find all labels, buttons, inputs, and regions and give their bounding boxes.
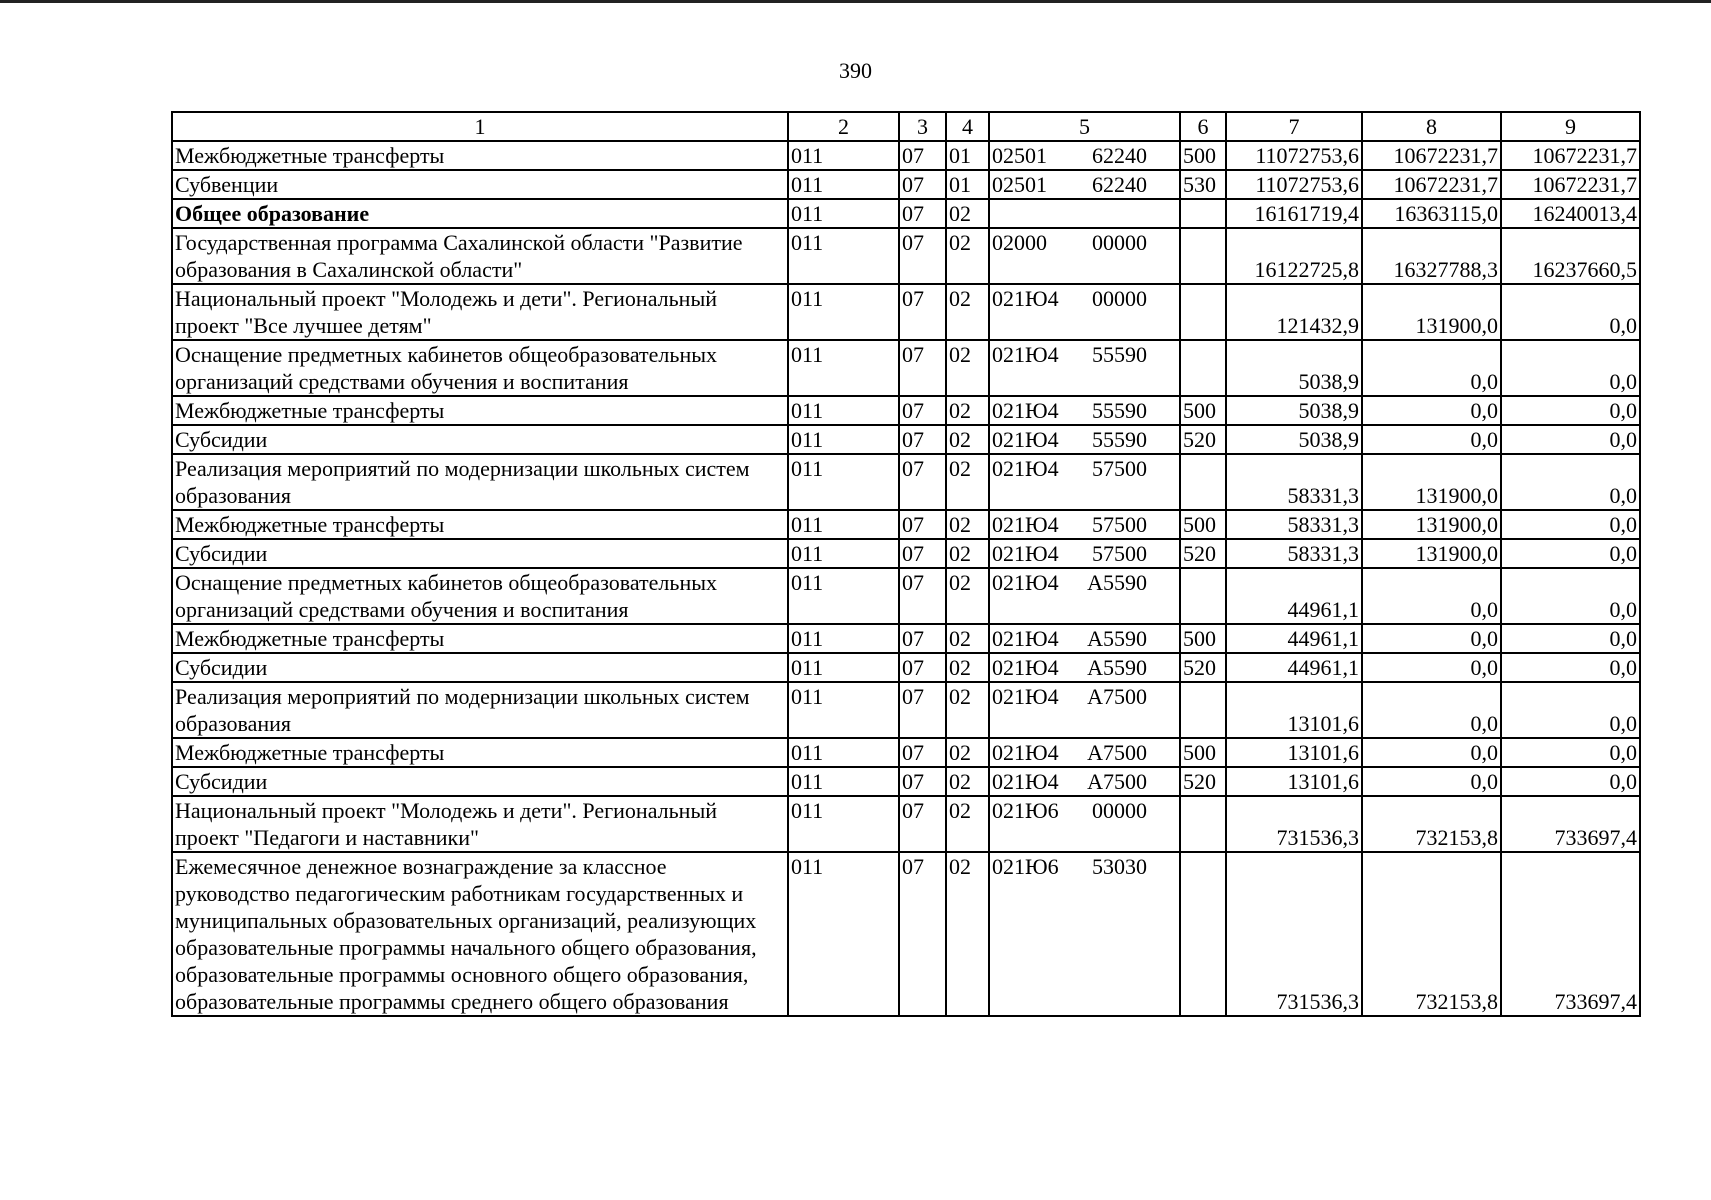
row-amount-col7: 16161719,4	[1226, 199, 1362, 228]
row-name: Межбюджетные трансферты	[172, 396, 788, 425]
target-article-direction: А5590	[1087, 626, 1147, 651]
target-article-direction: 00000	[1092, 798, 1147, 823]
row-subsection-code: 02	[946, 425, 989, 454]
target-article-program: 021Ю4	[992, 342, 1059, 367]
row-target-article	[989, 340, 1180, 396]
row-section-code: 07	[899, 852, 946, 1016]
row-name: Субсидии	[172, 425, 788, 454]
row-ministry-code: 011	[788, 653, 899, 682]
row-amount-col8: 16327788,3	[1362, 228, 1501, 284]
table-row	[172, 510, 1640, 539]
row-subsection-code: 01	[946, 170, 989, 199]
target-article-direction: 55590	[1092, 427, 1147, 452]
row-amount-col7: 5038,9	[1226, 396, 1362, 425]
row-section-code: 07	[899, 454, 946, 510]
row-ministry-code: 011	[788, 199, 899, 228]
row-target-article	[989, 284, 1180, 340]
row-subsection-code: 02	[946, 340, 989, 396]
target-article-program: 021Ю6	[992, 854, 1059, 879]
row-amount-col8: 732153,8	[1362, 796, 1501, 852]
scan-top-edge	[0, 0, 1711, 3]
row-target-article	[989, 568, 1180, 624]
row-amount-col8: 0,0	[1362, 767, 1501, 796]
row-amount-col7: 5038,9	[1226, 340, 1362, 396]
row-expense-type: 530	[1180, 170, 1226, 199]
col-header-7: 7	[1226, 112, 1362, 141]
row-section-code: 07	[899, 682, 946, 738]
row-expense-type	[1180, 682, 1226, 738]
row-amount-col8: 131900,0	[1362, 539, 1501, 568]
row-amount-col7: 44961,1	[1226, 653, 1362, 682]
row-subsection-code: 02	[946, 682, 989, 738]
table-row	[172, 568, 1640, 624]
row-expense-type: 500	[1180, 510, 1226, 539]
row-name: Межбюджетные трансферты	[172, 624, 788, 653]
table-row	[172, 539, 1640, 568]
row-section-code: 07	[899, 738, 946, 767]
row-amount-col7: 58331,3	[1226, 454, 1362, 510]
row-section-code: 07	[899, 653, 946, 682]
row-amount-col8: 10672231,7	[1362, 170, 1501, 199]
row-amount-col8: 131900,0	[1362, 510, 1501, 539]
table-row	[172, 170, 1640, 199]
target-article-program: 021Ю4	[992, 456, 1059, 481]
row-expense-type	[1180, 199, 1226, 228]
target-article-program: 021Ю4	[992, 286, 1059, 311]
row-amount-col9: 10672231,7	[1501, 141, 1640, 170]
row-amount-col7: 16122725,8	[1226, 228, 1362, 284]
table-row	[172, 396, 1640, 425]
row-expense-type	[1180, 228, 1226, 284]
table-row	[172, 228, 1640, 284]
table-row	[172, 682, 1640, 738]
row-section-code: 07	[899, 396, 946, 425]
row-amount-col7: 44961,1	[1226, 624, 1362, 653]
row-amount-col7: 44961,1	[1226, 568, 1362, 624]
target-article-program: 021Ю4	[992, 570, 1059, 595]
col-header-9: 9	[1501, 112, 1640, 141]
row-amount-col7: 13101,6	[1226, 738, 1362, 767]
row-amount-col7: 121432,9	[1226, 284, 1362, 340]
row-amount-col8: 0,0	[1362, 738, 1501, 767]
row-target-article	[989, 767, 1180, 796]
target-article-direction: А5590	[1087, 655, 1147, 680]
row-name: Субсидии	[172, 539, 788, 568]
row-subsection-code: 02	[946, 767, 989, 796]
row-subsection-code: 01	[946, 141, 989, 170]
row-ministry-code: 011	[788, 624, 899, 653]
row-amount-col7: 11072753,6	[1226, 141, 1362, 170]
target-article-program: 021Ю4	[992, 740, 1059, 765]
target-article-direction: 00000	[1092, 286, 1147, 311]
row-section-code: 07	[899, 624, 946, 653]
row-subsection-code: 02	[946, 738, 989, 767]
target-article-direction: 55590	[1092, 342, 1147, 367]
table-row	[172, 796, 1640, 852]
target-article-program: 02000	[992, 230, 1047, 255]
row-section-code: 07	[899, 170, 946, 199]
row-ministry-code: 011	[788, 767, 899, 796]
target-article-direction: А5590	[1087, 570, 1147, 595]
table-row	[172, 454, 1640, 510]
row-subsection-code: 02	[946, 510, 989, 539]
row-amount-col9: 0,0	[1501, 340, 1640, 396]
row-name: Реализация мероприятий по модернизации школьных систем образования	[172, 454, 788, 510]
row-amount-col7: 731536,3	[1226, 852, 1362, 1016]
row-name: Ежемесячное денежное вознаграждение за классное руководство педагогическим работникам государственных и муниципальных образовательных организаций, реализующих образовательные программы начального общего образования, образовательные программы основного общего образования, образовательные программы среднего общего образования	[172, 852, 788, 1016]
row-amount-col8: 0,0	[1362, 396, 1501, 425]
target-article-direction: 57500	[1092, 456, 1147, 481]
table-row	[172, 852, 1640, 1016]
row-ministry-code: 011	[788, 425, 899, 454]
row-subsection-code: 02	[946, 284, 989, 340]
row-amount-col7: 58331,3	[1226, 539, 1362, 568]
row-name: Субсидии	[172, 767, 788, 796]
row-amount-col8: 0,0	[1362, 425, 1501, 454]
row-ministry-code: 011	[788, 284, 899, 340]
row-ministry-code: 011	[788, 738, 899, 767]
row-amount-col9: 0,0	[1501, 653, 1640, 682]
table-row	[172, 340, 1640, 396]
row-amount-col9: 0,0	[1501, 454, 1640, 510]
row-subsection-code: 02	[946, 624, 989, 653]
row-section-code: 07	[899, 510, 946, 539]
target-article-program: 021Ю4	[992, 398, 1059, 423]
row-expense-type	[1180, 852, 1226, 1016]
row-name: Общее образование	[172, 199, 788, 228]
row-name: Реализация мероприятий по модернизации школьных систем образования	[172, 682, 788, 738]
row-amount-col8: 0,0	[1362, 653, 1501, 682]
row-expense-type	[1180, 340, 1226, 396]
col-header-6: 6	[1180, 112, 1226, 141]
row-amount-col9: 0,0	[1501, 284, 1640, 340]
table-row	[172, 284, 1640, 340]
row-section-code: 07	[899, 228, 946, 284]
row-target-article	[989, 796, 1180, 852]
row-amount-col9: 0,0	[1501, 510, 1640, 539]
row-section-code: 07	[899, 796, 946, 852]
row-amount-col9: 16237660,5	[1501, 228, 1640, 284]
row-amount-col8: 0,0	[1362, 682, 1501, 738]
row-amount-col9: 0,0	[1501, 396, 1640, 425]
header-row	[172, 112, 1640, 141]
row-amount-col8: 732153,8	[1362, 852, 1501, 1016]
row-amount-col7: 731536,3	[1226, 796, 1362, 852]
row-target-article	[989, 454, 1180, 510]
row-amount-col9: 0,0	[1501, 539, 1640, 568]
row-expense-type: 520	[1180, 767, 1226, 796]
row-name: Межбюджетные трансферты	[172, 738, 788, 767]
row-section-code: 07	[899, 340, 946, 396]
row-name: Национальный проект "Молодежь и дети". Региональный проект "Педагоги и наставники"	[172, 796, 788, 852]
target-article-program: 021Ю4	[992, 427, 1059, 452]
target-article-program: 02501	[992, 172, 1047, 197]
target-article-direction: 55590	[1092, 398, 1147, 423]
row-amount-col7: 11072753,6	[1226, 170, 1362, 199]
row-amount-col9: 0,0	[1501, 682, 1640, 738]
target-article-program: 021Ю4	[992, 512, 1059, 537]
row-expense-type	[1180, 796, 1226, 852]
row-amount-col9: 0,0	[1501, 624, 1640, 653]
target-article-program: 02501	[992, 143, 1047, 168]
row-amount-col9: 0,0	[1501, 425, 1640, 454]
row-section-code: 07	[899, 284, 946, 340]
row-subsection-code: 02	[946, 199, 989, 228]
row-subsection-code: 02	[946, 396, 989, 425]
target-article-direction: 62240	[1092, 143, 1147, 168]
row-section-code: 07	[899, 425, 946, 454]
row-subsection-code: 02	[946, 796, 989, 852]
row-name: Субвенции	[172, 170, 788, 199]
col-header-2: 2	[788, 112, 899, 141]
row-amount-col7: 58331,3	[1226, 510, 1362, 539]
target-article-direction: А7500	[1087, 684, 1147, 709]
budget-table	[171, 111, 1641, 1017]
row-ministry-code: 011	[788, 454, 899, 510]
row-amount-col9: 16240013,4	[1501, 199, 1640, 228]
row-amount-col9: 0,0	[1501, 767, 1640, 796]
row-name: Национальный проект "Молодежь и дети". Региональный проект "Все лучшее детям"	[172, 284, 788, 340]
row-target-article	[989, 539, 1180, 568]
row-amount-col9: 0,0	[1501, 568, 1640, 624]
row-amount-col8: 0,0	[1362, 624, 1501, 653]
row-ministry-code: 011	[788, 340, 899, 396]
target-article-program: 021Ю4	[992, 769, 1059, 794]
row-expense-type: 500	[1180, 141, 1226, 170]
row-expense-type: 520	[1180, 653, 1226, 682]
col-header-8: 8	[1362, 112, 1501, 141]
row-amount-col9: 733697,4	[1501, 852, 1640, 1016]
row-target-article	[989, 738, 1180, 767]
row-amount-col8: 131900,0	[1362, 284, 1501, 340]
row-amount-col8: 131900,0	[1362, 454, 1501, 510]
table-row	[172, 653, 1640, 682]
row-name: Межбюджетные трансферты	[172, 510, 788, 539]
row-ministry-code: 011	[788, 682, 899, 738]
row-ministry-code: 011	[788, 852, 899, 1016]
table-row	[172, 199, 1640, 228]
page-number: 390	[839, 58, 872, 83]
row-target-article	[989, 653, 1180, 682]
col-header-3: 3	[899, 112, 946, 141]
row-amount-col7: 13101,6	[1226, 682, 1362, 738]
row-amount-col9: 733697,4	[1501, 796, 1640, 852]
table-row	[172, 141, 1640, 170]
row-ministry-code: 011	[788, 568, 899, 624]
table-row	[172, 767, 1640, 796]
row-target-article	[989, 199, 1180, 228]
target-article-direction: А7500	[1087, 740, 1147, 765]
row-subsection-code: 02	[946, 852, 989, 1016]
row-expense-type: 500	[1180, 396, 1226, 425]
table-row	[172, 624, 1640, 653]
row-target-article	[989, 852, 1180, 1016]
row-name: Оснащение предметных кабинетов общеобразовательных организаций средствами обучения и воспитания	[172, 340, 788, 396]
row-amount-col8: 0,0	[1362, 340, 1501, 396]
row-ministry-code: 011	[788, 170, 899, 199]
row-subsection-code: 02	[946, 454, 989, 510]
table-row	[172, 738, 1640, 767]
col-header-1: 1	[172, 112, 788, 141]
row-name: Государственная программа Сахалинской области "Развитие образования в Сахалинской области"	[172, 228, 788, 284]
target-article-program: 021Ю4	[992, 626, 1059, 651]
row-section-code: 07	[899, 568, 946, 624]
target-article-program: 021Ю4	[992, 655, 1059, 680]
row-name: Субсидии	[172, 653, 788, 682]
target-article-program: 021Ю4	[992, 684, 1059, 709]
row-name: Межбюджетные трансферты	[172, 141, 788, 170]
row-ministry-code: 011	[788, 141, 899, 170]
col-header-5: 5	[989, 112, 1180, 141]
row-amount-col8: 0,0	[1362, 568, 1501, 624]
row-subsection-code: 02	[946, 539, 989, 568]
row-target-article	[989, 682, 1180, 738]
target-article-direction: 62240	[1092, 172, 1147, 197]
row-ministry-code: 011	[788, 228, 899, 284]
target-article-direction: 00000	[1092, 230, 1147, 255]
target-article-direction: А7500	[1087, 769, 1147, 794]
row-amount-col7: 13101,6	[1226, 767, 1362, 796]
row-target-article	[989, 141, 1180, 170]
row-expense-type	[1180, 284, 1226, 340]
row-section-code: 07	[899, 141, 946, 170]
row-section-code: 07	[899, 539, 946, 568]
row-subsection-code: 02	[946, 653, 989, 682]
row-target-article	[989, 624, 1180, 653]
row-target-article	[989, 228, 1180, 284]
row-amount-col9: 10672231,7	[1501, 170, 1640, 199]
row-target-article	[989, 396, 1180, 425]
target-article-direction: 53030	[1092, 854, 1147, 879]
table-row	[172, 425, 1640, 454]
col-header-4: 4	[946, 112, 989, 141]
row-expense-type: 500	[1180, 738, 1226, 767]
row-amount-col8: 10672231,7	[1362, 141, 1501, 170]
row-expense-type	[1180, 454, 1226, 510]
row-expense-type	[1180, 568, 1226, 624]
row-section-code: 07	[899, 767, 946, 796]
row-expense-type: 520	[1180, 539, 1226, 568]
table-body	[172, 141, 1640, 1016]
row-ministry-code: 011	[788, 396, 899, 425]
row-ministry-code: 011	[788, 539, 899, 568]
target-article-program: 021Ю6	[992, 798, 1059, 823]
target-article-program: 021Ю4	[992, 541, 1059, 566]
row-expense-type: 520	[1180, 425, 1226, 454]
row-section-code: 07	[899, 199, 946, 228]
row-ministry-code: 011	[788, 510, 899, 539]
row-name: Оснащение предметных кабинетов общеобразовательных организаций средствами обучения и воспитания	[172, 568, 788, 624]
row-expense-type: 500	[1180, 624, 1226, 653]
row-target-article	[989, 510, 1180, 539]
row-target-article	[989, 425, 1180, 454]
row-target-article	[989, 170, 1180, 199]
row-subsection-code: 02	[946, 228, 989, 284]
target-article-direction: 57500	[1092, 512, 1147, 537]
row-amount-col8: 16363115,0	[1362, 199, 1501, 228]
row-amount-col7: 5038,9	[1226, 425, 1362, 454]
row-ministry-code: 011	[788, 796, 899, 852]
row-amount-col9: 0,0	[1501, 738, 1640, 767]
row-subsection-code: 02	[946, 568, 989, 624]
target-article-direction: 57500	[1092, 541, 1147, 566]
